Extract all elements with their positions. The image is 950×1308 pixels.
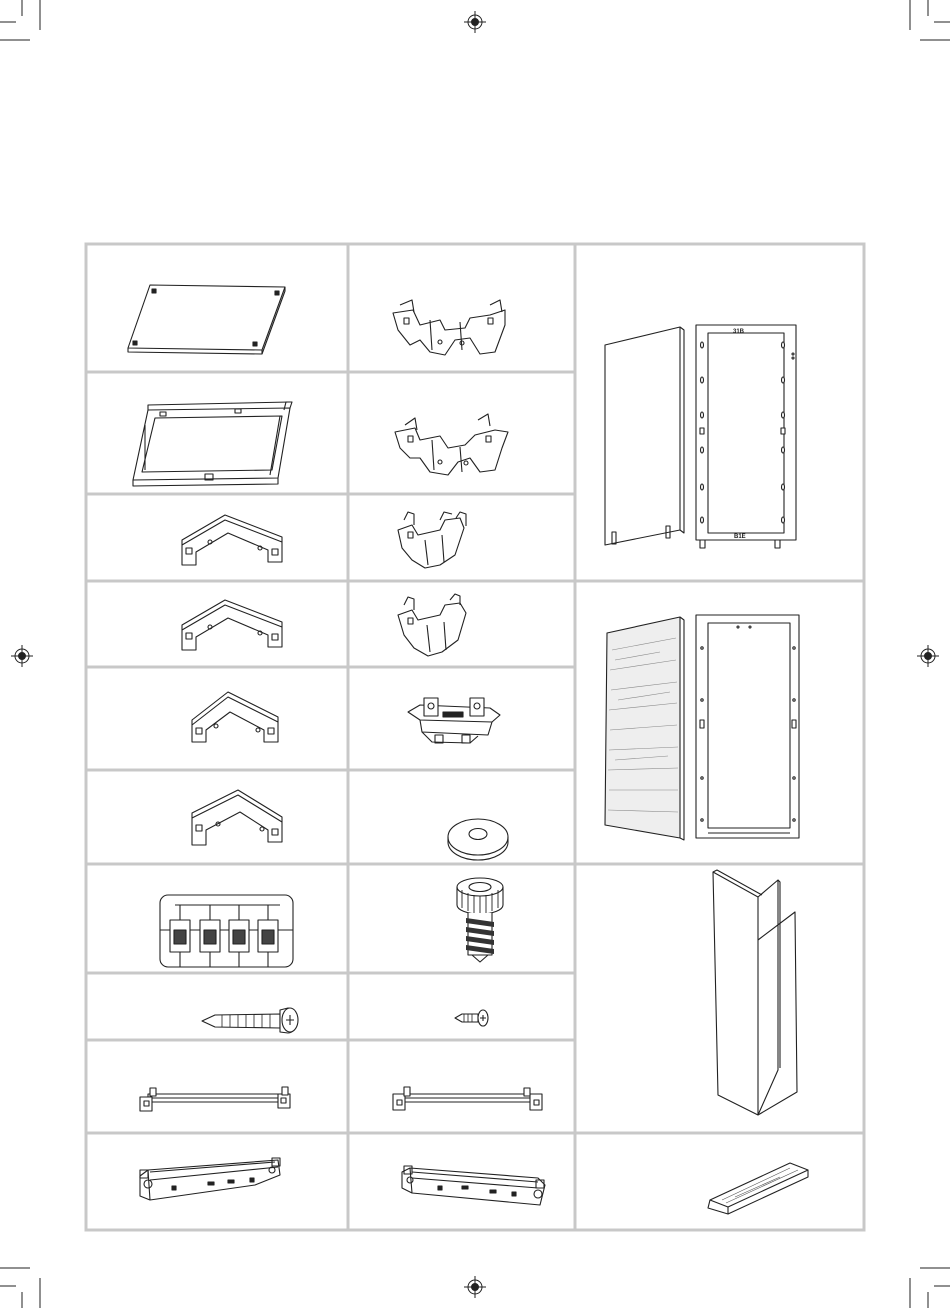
leveling-foot-icon: [457, 878, 503, 962]
panel-label-top: 31B: [733, 329, 745, 335]
rail-icon: [393, 1087, 542, 1110]
screw-icon: [455, 1010, 488, 1026]
corner-cap-icon: [182, 600, 282, 650]
bracket-icon: [398, 594, 466, 656]
angle-trim-icon: [708, 1163, 808, 1214]
corner-cap-icon: [192, 692, 278, 742]
screw-icon: [202, 1008, 298, 1033]
base-rail-icon: [402, 1166, 545, 1205]
clip-icon: [408, 698, 500, 743]
panel-pair-icon: [605, 615, 799, 840]
washer-icon: [448, 819, 508, 860]
corner-cap-icon: [182, 515, 282, 565]
frame-icon: [133, 402, 292, 486]
bracket-icon: [393, 300, 505, 355]
flat-plate-icon: [128, 285, 285, 354]
corner-cap-icon: [192, 790, 282, 845]
bracket-icon: [398, 512, 466, 568]
panel-pair-icon: [605, 325, 796, 548]
bracket-icon: [395, 414, 508, 475]
base-rail-icon: [140, 1158, 280, 1200]
panel-label-bottom: B1E: [734, 534, 746, 540]
clip-strip-icon: [160, 895, 293, 967]
rail-icon: [140, 1087, 290, 1111]
folded-column-icon: [713, 870, 797, 1115]
